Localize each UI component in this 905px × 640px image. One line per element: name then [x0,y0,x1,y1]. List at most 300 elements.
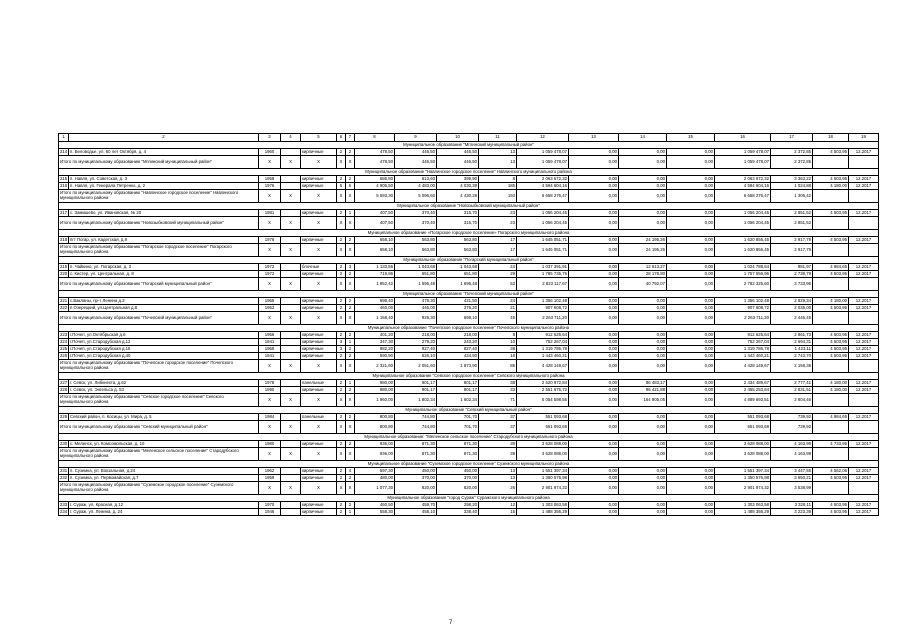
table-cell: X [301,217,337,230]
table-cell: X [259,190,281,203]
table-cell: пгт Погар, ул. Кадетская, д.9 [69,237,259,244]
table-cell: 2 455 253,84 [715,387,771,394]
table-cell: 0,00 [619,448,667,461]
table-cell: 234 [60,508,68,514]
table-cell: 39 [479,448,517,461]
table-cell: X [281,421,301,434]
table-cell: 225 [60,345,68,351]
table-cell: 4 030,39 [437,183,479,190]
table-cell: 800,80 [355,421,395,434]
table-cell: 701,70 [437,414,479,421]
table-cell [813,156,849,169]
table-cell: 0,00 [569,448,619,461]
table-cell: 2 901 974,32 [715,482,771,495]
table-cell: 12.2017 [849,271,879,278]
table-cell: 686,80 [355,176,395,183]
table-cell: 0,00 [569,353,619,360]
table-cell: 227 [60,379,68,385]
total-label: Итого по муниципальному образованию "Почепское городское поселение" Почепского муниципального района [59,360,259,373]
table-cell: X [346,482,355,495]
section-title-row [59,169,879,176]
table-cell: 739,92 [771,421,813,434]
column-number: 3 [259,134,281,142]
table-cell: 233 [60,501,68,507]
table-cell: 459,70 [395,502,437,509]
table-cell: 0,00 [619,482,667,495]
column-number: 13 [569,134,619,142]
table-cell: 0,00 [667,387,715,394]
table-cell: 0,00 [619,353,667,360]
table-cell: 315,70 [437,217,479,230]
section-title-row [59,291,879,298]
table-cell: 739,92 [771,414,813,421]
table-cell: г.Почеп, ул.Стародубская д.12 [69,339,259,346]
table-cell: 2 804,46 [771,394,813,407]
table-cell: 33 [479,387,517,394]
table-cell: 658,10 [355,237,395,244]
section-title-row [59,434,879,441]
table-cell: 2 [337,387,346,394]
register-table [58,133,878,516]
table-cell: 597,30 [355,468,395,475]
table-cell: 0,00 [667,237,715,244]
table-cell [281,441,301,448]
table-cell: 0,00 [569,380,619,387]
table-cell: 0,00 [667,468,715,475]
table-cell: 0,00 [667,332,715,339]
table-cell: 2 [346,305,355,312]
table-cell: 2 [346,387,355,394]
table-cell [281,264,301,271]
total-label: Итого по муниципальному образованию "Погарский муниципальный район" [59,278,259,291]
total-row [59,244,879,257]
table-cell: 2 [346,237,355,244]
table-cell: 21 [479,305,517,312]
table-cell: 446,50 [395,156,437,169]
table-cell: 2 [346,441,355,448]
section-title: Муниципальное образование "Суземское городское поселение" Суземского муниципального района [59,461,879,468]
table-cell [849,421,879,434]
table-cell: 925,30 [395,312,437,325]
section-title: Муниципальное образование "Погарский муниципальный район" [59,257,879,264]
table-cell: 2 [337,264,346,271]
table-cell: 12.2017 [849,332,879,339]
table-cell: X [301,156,337,169]
table-cell: 2 035,00 [771,305,813,312]
table-cell: 15 [479,509,517,516]
table-cell: 1 620 856,45 [715,237,771,244]
table-cell: X [301,312,337,325]
table-cell: 460,50 [355,502,395,509]
table-cell: 4 503,95 [813,475,849,482]
table-cell: 827,40 [437,346,479,353]
table-cell: 4 180,00 [813,380,849,387]
table-cell: X [301,244,337,257]
section-title-row [59,407,879,414]
table-cell: 13 [479,475,517,482]
table-cell: г. Сураж, ул. Красная, д.12 [69,502,259,509]
table-cell: 4 163,99 [771,441,813,448]
table-cell: 17 [479,244,517,257]
table-cell: 698,40 [355,298,395,305]
table-cell: 219 [60,263,68,269]
table-cell: 3 [346,264,355,271]
table-cell: 1990 [259,387,281,394]
table-cell: 2 861,73 [771,332,813,339]
table-cell: 12.2017 [849,149,879,156]
table-cell: 2 263 711,20 [715,312,771,325]
table-cell: 4 503,95 [813,332,849,339]
table-cell: 243,20 [437,339,479,346]
table-cell: 10 [479,339,517,346]
table-cell: 2 [337,441,346,448]
table-row [59,176,879,183]
table-row [59,353,879,360]
table-cell: 801,17 [437,380,479,387]
table-cell: X [346,217,355,230]
table-cell: 2 [346,271,355,278]
table-cell: 936,00 [355,441,395,448]
table-cell: 4 906,50 [355,183,395,190]
table-cell: 0,00 [569,346,619,353]
table-cell: 13 [479,156,517,169]
table-cell: 4 483,00 [395,183,437,190]
table-cell: X [281,156,301,169]
table-cell: 1 551 397,34 [715,468,771,475]
table-cell [813,421,849,434]
table-cell: 2 [346,332,355,339]
table-cell [281,298,301,305]
table-cell: X [281,448,301,461]
total-row [59,421,879,434]
table-cell [813,482,849,495]
table-cell: 3 447,55 [771,468,813,475]
table-cell: 563,80 [437,244,479,257]
table-cell [281,387,301,394]
table-cell: 2 [346,475,355,482]
table-cell: 1 056 204,45 [715,210,771,217]
table-cell: кирпичные [301,502,337,509]
section-title-row [59,461,879,468]
table-cell: п.Озерецкий, ул.Центральная д.8 [69,305,259,312]
table-cell: 0,00 [667,210,715,217]
table-cell: X [301,360,337,373]
table-cell: 29 [479,271,517,278]
table-cell: 0,00 [569,509,619,516]
table-cell: 2 917,79 [771,237,813,244]
table-cell: 0,00 [667,414,715,421]
table-cell: 0,00 [619,156,667,169]
table-cell: 0,00 [619,421,667,434]
table-cell: 2 372,85 [771,149,813,156]
table-cell: X [259,394,281,407]
table-cell: 871,30 [437,441,479,448]
table-cell: X [337,448,346,461]
table-cell: 0,00 [569,441,619,448]
table-row [59,387,879,394]
table-cell: кирпичные [301,332,337,339]
table-cell: 0,00 [619,305,667,312]
table-cell: 1 059 478,07 [517,149,569,156]
table-cell: 12.2017 [849,509,879,516]
table-cell: 12.2017 [849,298,879,305]
table-row [59,502,879,509]
table-cell: 2 [337,210,346,217]
table-cell: 401,20 [355,332,395,339]
section-title: Муниципальное образование "город Сураж" Суражского муниципального района [59,495,879,502]
table-cell: кирпичные [301,339,337,346]
table-cell: 12 [479,502,517,509]
table-cell [849,482,879,495]
total-row [59,217,879,230]
table-cell: кирпичные [301,149,337,156]
table-cell: 4 984,65 [813,264,849,271]
table-cell: 2 [346,176,355,183]
table-cell: 370,40 [395,210,437,217]
table-cell: 1 [346,380,355,387]
table-cell: 1 423,11 [771,346,813,353]
table-cell: 0,00 [619,149,667,156]
column-number: 7 [346,134,355,142]
table-cell: 1959 [259,176,281,183]
table-cell: 907 608,72 [715,305,771,312]
table-cell: 2 831,51 [771,387,813,394]
table-cell: 3 328,11 [771,502,813,509]
table-cell: г. Севск, ул. Энгельса д. 53 [69,387,259,394]
table-cell: X [281,360,301,373]
table-cell: 38 [479,380,517,387]
table-cell: 446,50 [437,149,479,156]
table-cell: 71 [479,394,517,407]
table-cell: X [337,312,346,325]
table-cell: 1 [346,339,355,346]
table-cell: кирпичные [301,176,337,183]
column-number: 6 [337,134,346,142]
table-cell: 4 503,95 [813,149,849,156]
table-cell: 558,30 [355,509,395,516]
column-number: 9 [395,134,437,142]
table-cell [849,278,879,291]
table-cell: 24 195,26 [619,244,667,257]
table-cell: 2 063 672,32 [715,176,771,183]
table-cell: 4 180,00 [813,298,849,305]
table-cell: 347,30 [355,339,395,346]
table-cell: X [259,448,281,461]
table-cell: 193 [479,190,517,203]
table-row [59,339,879,346]
table-cell: 230 [60,440,68,446]
table-cell: кирпичные [301,346,337,353]
table-cell: 45 [479,312,517,325]
table-cell [849,448,879,461]
section-title-row [59,142,879,149]
column-number: 14 [619,134,667,142]
table-cell: 1 303 063,58 [715,502,771,509]
table-cell: 12.2017 [849,176,879,183]
table-cell: 1 356 102,48 [715,298,771,305]
table-row [59,305,879,312]
table-cell: 2 [346,502,355,509]
table-cell: 4 733,95 [813,441,849,448]
table-cell: 2 851,52 [771,210,813,217]
table-cell: 981,97 [771,264,813,271]
section-title-row [59,325,879,332]
table-cell: 1953 [259,305,281,312]
table-cell: 0,00 [569,394,619,407]
table-cell: 820,00 [437,482,479,495]
table-cell: 2 [337,271,346,278]
table-cell: 4 163,99 [771,448,813,461]
table-cell: 2 777,41 [771,380,813,387]
table-cell [281,502,301,509]
table-cell: 1946 [259,509,281,516]
table-cell: 1956 [259,332,281,339]
section-title: Муниципальное образование "Почепское городское поселение" Почепского муниципального района [59,325,879,332]
table-cell: 0,00 [667,509,715,516]
table-cell: 8 [479,332,517,339]
table-cell: 2 [337,298,346,305]
table-cell: 228 [60,386,68,392]
table-cell: 37 [479,421,517,434]
table-cell: 936,00 [355,448,395,461]
table-cell: 2 [337,237,346,244]
table-cell: 1 303 063,58 [517,502,569,509]
table-cell [281,339,301,346]
total-label: Итого по муниципальному образованию "Почепский муниципальный район" [59,312,259,325]
table-cell: 17 [479,237,517,244]
table-cell: 6 658 276,47 [517,190,569,203]
table-cell: 1 757 556,96 [715,271,771,278]
table-cell: 12.2017 [849,237,879,244]
table-cell [281,346,301,353]
table-cell: 871,30 [395,441,437,448]
table-cell: 8 [479,176,517,183]
table-cell: 0,00 [569,237,619,244]
table-cell [281,237,301,244]
table-cell: 912 625,64 [517,332,569,339]
table-cell: 0,00 [569,217,619,230]
column-number: 2 [69,134,259,142]
table-cell: X [346,190,355,203]
table-cell [849,312,879,325]
table-cell: 478,50 [355,156,395,169]
table-cell: 912 625,64 [715,332,771,339]
table-cell: 526,10 [395,353,437,360]
table-cell: 980,00 [355,387,395,394]
table-cell: 2 [346,353,355,360]
table-cell: 651,80 [395,271,437,278]
table-cell: 315,70 [437,210,479,217]
table-row [59,475,879,482]
table-cell: 224 [60,338,68,344]
table-cell: 40 792,07 [619,278,667,291]
table-cell: 4 503,95 [813,509,849,516]
table-cell: 221 [60,297,68,303]
table-cell: 338,40 [437,509,479,516]
table-cell: 220 [60,270,68,276]
table-cell: X [281,394,301,407]
table-cell [813,244,849,257]
table-cell: 0,00 [569,149,619,156]
table-cell: 4 503,95 [813,353,849,360]
table-cell: X [259,360,281,373]
table-cell: 752 267,04 [715,339,771,346]
table-cell [281,509,301,516]
table-cell: X [337,156,346,169]
table-cell: 0,00 [667,448,715,461]
table-cell: X [301,482,337,495]
table-cell: 12.2017 [849,414,879,421]
table-cell: 24 [479,298,517,305]
table-cell: X [337,217,346,230]
table-cell: с. Меленск, ул. Комсомольская, д. 10 [69,441,259,448]
table-cell: 2 [346,149,355,156]
table-cell: 0,00 [667,298,715,305]
table-cell: 13 [479,149,517,156]
table-cell: блочные [301,264,337,271]
total-row [59,190,879,203]
table-cell [281,176,301,183]
table-cell: 0,00 [569,305,619,312]
table-cell: 0,00 [667,190,715,203]
table-row [59,380,879,387]
table-cell [849,190,879,203]
total-row [59,156,879,169]
table-cell [281,305,301,312]
table-cell: 3 628 088,00 [517,441,569,448]
total-label: Итого по муниципальному образованию "Севское городское поселение" Севского муниципального района [59,394,259,407]
table-cell: 2 782 325,60 [715,278,771,291]
table-cell: 551 093,68 [715,414,771,421]
table-cell: 1981 [259,210,281,217]
table-cell: 3 628 088,00 [715,441,771,448]
table-cell: 551 093,68 [517,414,569,421]
section-title: Муниципальное образование "Новозыбковский муниципальный район" [59,203,879,210]
total-label: Итого по муниципальному образованию "Суземское городское поселение" Суземского муниципального района [59,482,259,495]
table-cell: 0,00 [667,360,715,373]
table-cell: Севский район, п. Косицы, ул. Мира, д. 5 [69,414,259,421]
table-cell: X [259,421,281,434]
table-cell: 23 [479,217,517,230]
table-cell: 23 [479,210,517,217]
table-cell: 2 263 711,20 [517,312,569,325]
table-cell [813,217,849,230]
table-cell: X [346,312,355,325]
table-cell: 0,00 [667,305,715,312]
table-cell: 37 [479,414,517,421]
table-cell: 214 [60,148,68,154]
table-cell: 1 056 204,45 [715,217,771,230]
table-cell: X [346,244,355,257]
table-cell: 1 852,42 [355,278,395,291]
table-cell: 26 [479,482,517,495]
table-cell: 2 [337,502,346,509]
table-cell: 0,00 [569,264,619,271]
table-cell: 0,00 [619,346,667,353]
table-cell: 0,00 [619,468,667,475]
table-cell: 871,30 [395,448,437,461]
table-cell: 446,00 [395,305,437,312]
table-cell: 2 [337,475,346,482]
table-cell: 4 180,00 [813,387,849,394]
table-cell: 0,00 [619,414,667,421]
table-cell: 1 645 051,71 [517,237,569,244]
total-label: Итого по муниципальному образованию "Мглинский муниципальный район" [59,156,259,169]
total-label: Итого по муниципальному образованию "Меленское сельское поселение" Стародубского муниципального района [59,448,259,461]
column-number: 19 [849,134,879,142]
section-title: Муниципальное образование "Севский муниципальный район" [59,407,879,414]
table-cell: 1 443 460,21 [517,353,569,360]
